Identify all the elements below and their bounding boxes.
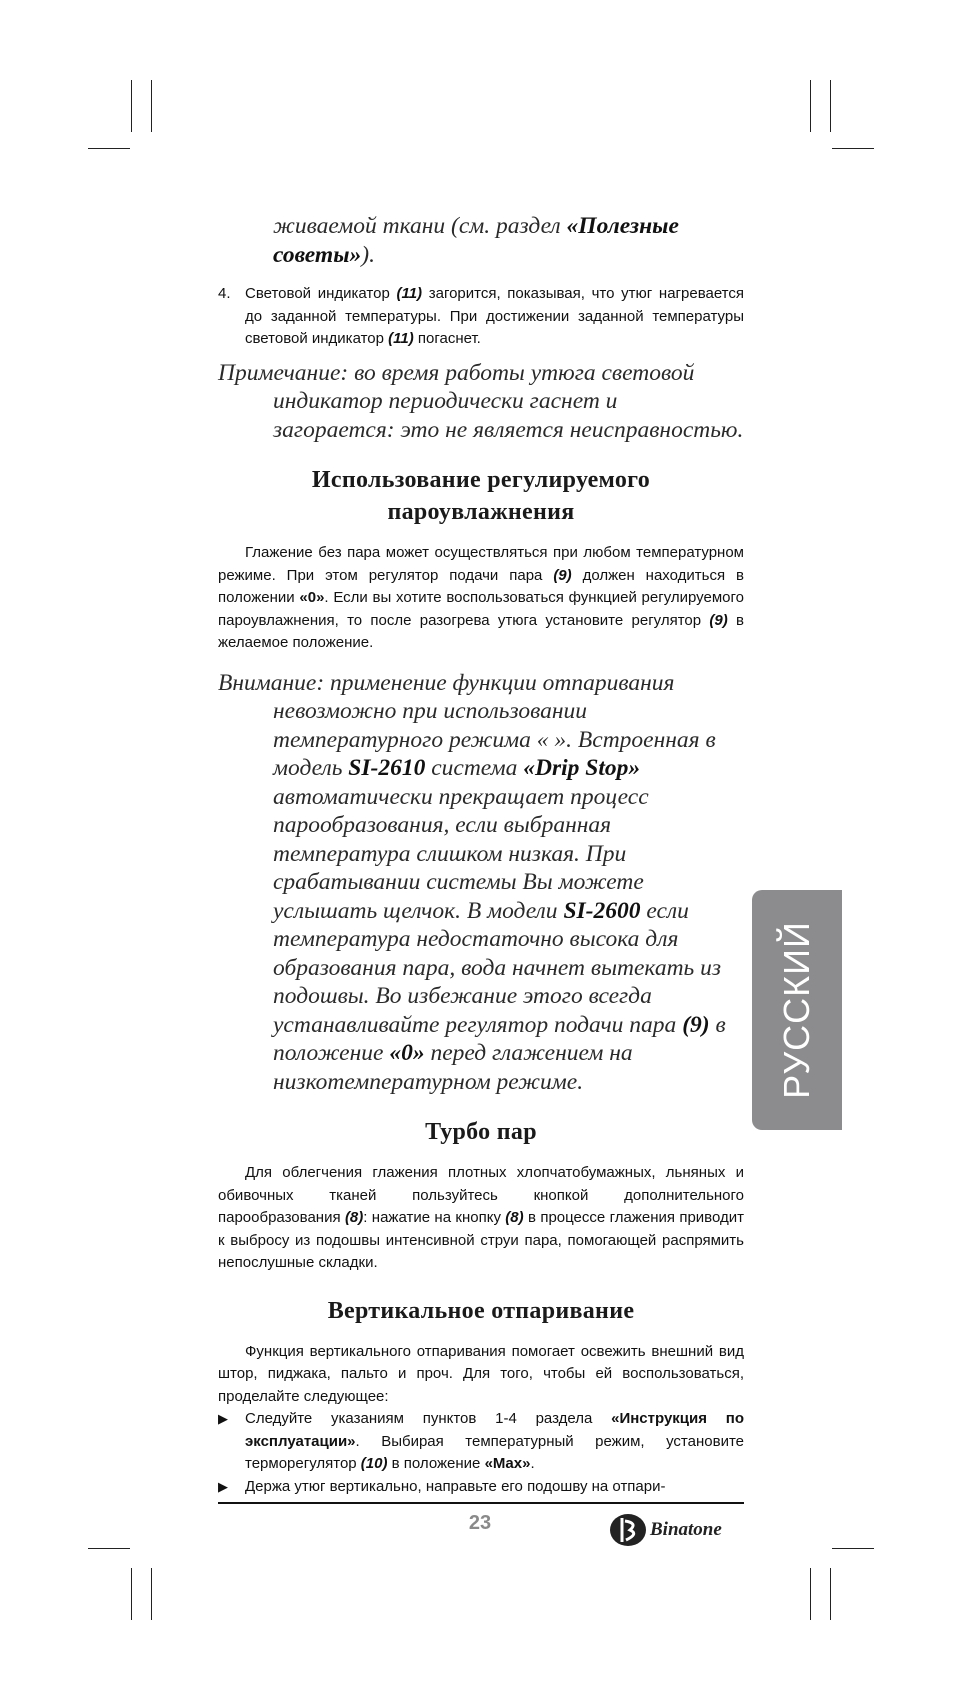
crop-mark: [151, 1568, 152, 1620]
section-paragraph: Глажение без пара может осуществляться при любом температурном режиме. При этом регулятор подачи пара (9) должен находиться в положении «0». Если вы хотите воспользоваться функцией регулируемого пароувлажнения, то после разогрева утюга установите регулятор (9) в желаемое положение.: [218, 544, 744, 651]
section-title-vertical-steam: Вертикальное отпаривание: [327, 1297, 635, 1324]
warning-note: Внимание: применение функции отпаривания невозможно при использовании температурного режима « ». Встроенная в модель SI-2610 система «Drip Stop» автоматически прекращает процесс парообразования, если выбранная температура слишком низкая. При срабатывании системы Вы можете услышать щелчок. В модели SI-2600 если температура недостаточно высока для образования пара, вода начнет вытекать из подошвы. Во избежание этого всегда устанавливайте регулятор подачи пара (9) в положение «0» перед глажением на низкотемпературном режиме.: [218, 669, 726, 1095]
crop-mark: [151, 80, 152, 132]
list-number: 4.: [218, 285, 231, 302]
section-paragraph: Для облегчения глажения плотных хлопчатобумажных, льняных и обивочных тканей пользуйтесь кнопкой дополнительного парообразования (8): нажатие на кнопку (8) в процессе глажения приводит к выбросу из подошвы интенсивной струи пара, помогающей распрямить непослушные складки.: [218, 1164, 744, 1271]
crop-mark: [88, 1548, 130, 1549]
crop-mark: [830, 1568, 831, 1620]
brand-logo: [608, 1510, 722, 1550]
section-paragraph: Функция вертикального отпаривания помогает освежить внешний вид штор, пиджака, пальто и проч. Для того, чтобы ей воспользоваться, проделайте следующее:: [218, 1342, 744, 1405]
bullet-arrow-icon: ▶: [218, 1478, 228, 1494]
list-item-4: 4. Световой индикатор (11) загорится, показывая, что утюг нагревается до заданной температуры. При достижении заданной температуры световой индикатор (11) погаснет.: [218, 285, 744, 347]
binatone-logo-icon: [608, 1512, 648, 1548]
crop-mark: [832, 148, 874, 149]
language-tab: [752, 890, 842, 1130]
section-title-steam-control: Использование регулируемого пароувлажнения: [311, 467, 651, 525]
bullet-item: ▶ Следуйте указаниям пунктов 1-4 раздела «Инструкция по эксплуатации». Выбирая температурный режим, установите терморегулятор (10) в положение «Max».: [218, 1410, 744, 1472]
bullet-item: ▶ Держа утюг вертикально, направьте его подошву на отпари-: [218, 1476, 744, 1499]
crop-mark: [88, 148, 130, 149]
section-title-turbo-steam: Турбо пар: [425, 1119, 537, 1145]
page-content: [218, 212, 744, 1498]
language-tab-label: РУССКИЙ: [776, 921, 817, 1099]
crop-mark: [131, 1568, 132, 1620]
crop-mark: [810, 1568, 811, 1620]
continuation-text: живаемой ткани (см. раздел «Полезные советы»).: [273, 213, 679, 268]
page-number: 23: [468, 1512, 492, 1534]
crop-mark: [832, 1548, 874, 1549]
note-indicator: Примечание: во время работы утюга световой индикатор периодически гаснет и загорается: это не является неисправностью.: [218, 359, 744, 443]
crop-mark: [810, 80, 811, 132]
useful-tips-ref: «Полезные советы»: [273, 213, 679, 268]
crop-mark: [131, 80, 132, 132]
brand-name: Binatone: [650, 1519, 722, 1540]
crop-mark: [830, 80, 831, 132]
footer-rule: [218, 1502, 744, 1504]
bullet-arrow-icon: ▶: [218, 1411, 228, 1426]
